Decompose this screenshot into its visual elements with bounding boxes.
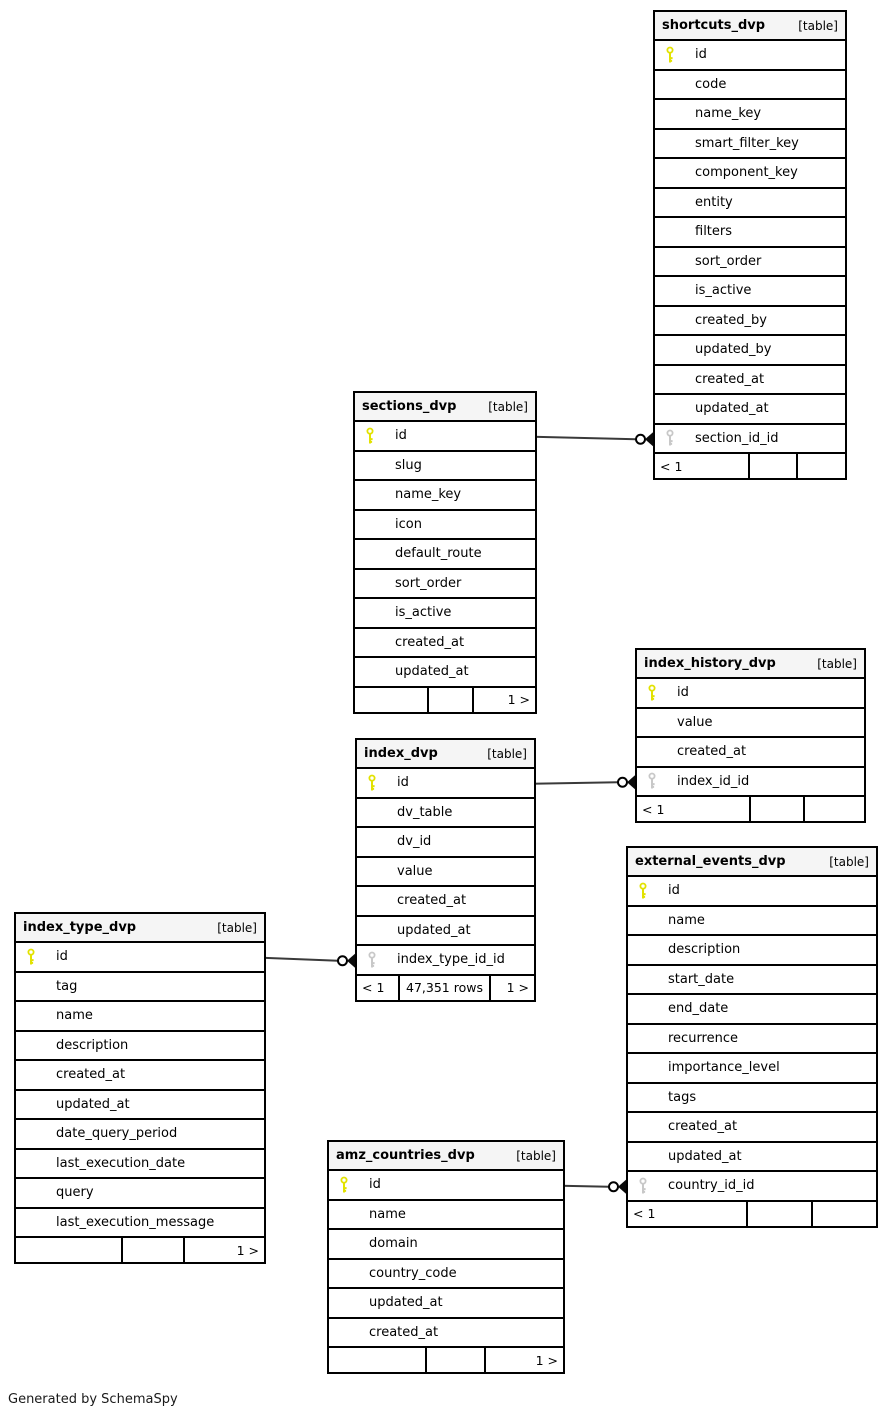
- column-name: dv_table: [397, 804, 453, 820]
- column-row-created_at: [628, 1113, 876, 1143]
- table-title[interactable]: index_dvp: [364, 746, 438, 761]
- column-name: query: [56, 1185, 94, 1201]
- table-amz_countries_dvp: [327, 1140, 565, 1374]
- column-name: tag: [56, 978, 78, 994]
- column-row-updated_at: [16, 1091, 264, 1121]
- column-name: sort_order: [695, 253, 762, 269]
- column-row-is_active: [355, 599, 535, 629]
- footer-children-indicator: < 1: [637, 797, 751, 821]
- column-name: tags: [668, 1089, 697, 1105]
- column-row-sort_order: [355, 570, 535, 600]
- column-row-id: [329, 1171, 563, 1201]
- column-row-name: [329, 1201, 563, 1231]
- column-name: filters: [695, 224, 733, 240]
- column-name: updated_at: [395, 664, 469, 680]
- column-name: updated_by: [695, 342, 772, 358]
- column-row-name_key: [655, 100, 845, 130]
- table-footer: [628, 1202, 876, 1226]
- column-row-smart_filter_key: [655, 130, 845, 160]
- foreign-key-icon: [647, 773, 657, 790]
- table-external_events_dvp: [626, 846, 878, 1228]
- column-row-slug: [355, 452, 535, 482]
- table-header: [329, 1142, 563, 1171]
- column-row-tags: [628, 1084, 876, 1114]
- column-row-entity: [655, 189, 845, 219]
- column-name: id: [56, 949, 68, 965]
- column-name: name: [668, 912, 705, 928]
- column-name: is_active: [395, 605, 452, 621]
- table-type-label: [table]: [817, 656, 857, 671]
- table-index_type_dvp: [14, 912, 266, 1264]
- column-name: domain: [369, 1236, 418, 1252]
- foreign-key-icon: [665, 430, 675, 447]
- column-name: country_code: [369, 1265, 457, 1281]
- primary-key-icon: [26, 948, 36, 965]
- footer-parents-indicator: 1 >: [236, 1242, 259, 1258]
- column-row-last_execution_date: [16, 1150, 264, 1180]
- column-row-created_at: [637, 738, 864, 768]
- column-name: id: [677, 685, 689, 701]
- column-row-updated_at: [329, 1289, 563, 1319]
- table-title[interactable]: index_history_dvp: [644, 656, 776, 671]
- table-header: [357, 740, 534, 769]
- column-row-id: [355, 422, 535, 452]
- footer-children-indicator: < 1: [655, 454, 750, 478]
- column-name: dv_id: [397, 834, 432, 850]
- column-name: updated_at: [668, 1148, 742, 1164]
- column-row-updated_at: [357, 917, 534, 947]
- column-name: is_active: [695, 283, 752, 299]
- footer-row-count: [429, 688, 474, 712]
- table-title[interactable]: external_events_dvp: [635, 854, 786, 869]
- column-name: name: [56, 1008, 93, 1024]
- footer-row-count: [751, 797, 805, 821]
- footer-children-indicator: [329, 1348, 427, 1372]
- column-row-last_execution_message: [16, 1209, 264, 1239]
- table-shortcuts_dvp: [653, 10, 847, 480]
- column-name: section_id_id: [695, 430, 779, 446]
- column-name: created_at: [695, 371, 765, 387]
- column-row-domain: [329, 1230, 563, 1260]
- column-name: smart_filter_key: [695, 135, 799, 151]
- footer-parents-indicator: [798, 454, 846, 478]
- primary-key-icon: [339, 1176, 349, 1193]
- column-name: id: [395, 428, 407, 444]
- column-name: updated_at: [56, 1096, 130, 1112]
- column-row-dv_id: [357, 828, 534, 858]
- table-footer: [329, 1348, 563, 1372]
- table-footer: [16, 1238, 264, 1262]
- table-header: [16, 914, 264, 943]
- footer-parents-indicator: [813, 1202, 876, 1226]
- column-name: name: [369, 1206, 406, 1222]
- column-row-created_at: [655, 366, 845, 396]
- column-row-default_route: [355, 540, 535, 570]
- column-name: recurrence: [668, 1030, 739, 1046]
- footer-parents-indicator: 1 >: [506, 980, 529, 995]
- relationship-index_type_dvp-to-index_dvp: [262, 954, 355, 968]
- column-name: created_at: [677, 744, 747, 760]
- column-name: country_id_id: [668, 1178, 755, 1194]
- column-row-created_at: [357, 887, 534, 917]
- relationship-index_dvp-to-index_history_dvp: [532, 775, 635, 789]
- footer-row-count: [748, 1202, 812, 1226]
- column-name: sort_order: [395, 575, 462, 591]
- column-name: id: [695, 47, 707, 63]
- column-name: created_at: [395, 634, 465, 650]
- column-row-created_at: [355, 629, 535, 659]
- column-name: created_at: [397, 893, 467, 909]
- table-title[interactable]: index_type_dvp: [23, 920, 137, 935]
- column-row-created_at: [16, 1061, 264, 1091]
- primary-key-icon: [638, 882, 648, 899]
- table-type-label: [table]: [798, 18, 838, 33]
- column-name: importance_level: [668, 1060, 780, 1076]
- column-row-name: [628, 907, 876, 937]
- column-row-is_active: [655, 277, 845, 307]
- footer-row-count: [750, 454, 798, 478]
- column-row-value: [357, 858, 534, 888]
- column-name: code: [695, 76, 727, 92]
- column-row-id: [357, 769, 534, 799]
- column-row-updated_at: [655, 395, 845, 425]
- column-name: id: [397, 775, 409, 791]
- table-footer: [355, 688, 535, 712]
- column-row-id: [655, 41, 845, 71]
- column-row-value: [637, 709, 864, 739]
- column-row-name: [16, 1002, 264, 1032]
- table-header: [355, 393, 535, 422]
- column-row-tag: [16, 973, 264, 1003]
- footer-children-indicator: [355, 688, 429, 712]
- table-title[interactable]: amz_countries_dvp: [336, 1148, 475, 1163]
- footer-parents-indicator: 1 >: [507, 692, 530, 707]
- column-name: index_type_id_id: [397, 952, 505, 968]
- column-row-date_query_period: [16, 1120, 264, 1150]
- column-row-updated_by: [655, 336, 845, 366]
- column-row-recurrence: [628, 1025, 876, 1055]
- table-index_dvp: [355, 738, 536, 1002]
- column-row-created_at: [329, 1319, 563, 1349]
- column-row-index_id_id: [637, 768, 864, 798]
- column-name: created_at: [668, 1119, 738, 1135]
- column-row-dv_table: [357, 799, 534, 829]
- generator-note: Generated by SchemaSpy: [8, 1392, 178, 1407]
- table-sections_dvp: [353, 391, 537, 714]
- table-index_history_dvp: [635, 648, 866, 823]
- footer-children-indicator: [16, 1238, 123, 1262]
- column-row-start_date: [628, 966, 876, 996]
- table-type-label: [table]: [829, 854, 869, 869]
- column-name: name_key: [695, 106, 762, 122]
- column-row-section_id_id: [655, 425, 845, 455]
- column-name: start_date: [668, 971, 735, 987]
- column-name: description: [56, 1037, 129, 1053]
- table-type-label: [table]: [487, 746, 527, 761]
- column-row-sort_order: [655, 248, 845, 278]
- column-row-country_code: [329, 1260, 563, 1290]
- column-name: last_execution_message: [56, 1214, 215, 1230]
- table-type-label: [table]: [217, 920, 257, 935]
- column-row-created_by: [655, 307, 845, 337]
- relationship-amz_countries_dvp-to-external_events_dvp: [561, 1180, 626, 1194]
- column-name: end_date: [668, 1001, 729, 1017]
- footer-row-count: [123, 1238, 185, 1262]
- column-row-filters: [655, 218, 845, 248]
- relationship-sections_dvp-to-shortcuts_dvp: [533, 432, 653, 446]
- footer-row-count: [427, 1348, 486, 1372]
- table-title[interactable]: shortcuts_dvp: [662, 18, 766, 33]
- primary-key-icon: [365, 427, 375, 444]
- table-type-label: [table]: [488, 399, 528, 414]
- primary-key-icon: [367, 774, 377, 791]
- column-row-end_date: [628, 995, 876, 1025]
- primary-key-icon: [647, 684, 657, 701]
- column-row-component_key: [655, 159, 845, 189]
- column-name: id: [668, 883, 680, 899]
- column-row-id: [637, 679, 864, 709]
- table-footer: [357, 976, 534, 1000]
- column-name: date_query_period: [56, 1126, 178, 1142]
- footer-children-indicator: < 1: [357, 976, 400, 1000]
- table-title[interactable]: sections_dvp: [362, 399, 457, 414]
- column-name: description: [668, 942, 741, 958]
- column-name: component_key: [695, 165, 798, 181]
- table-footer: [637, 797, 864, 821]
- column-row-query: [16, 1179, 264, 1209]
- column-name: updated_at: [397, 922, 471, 938]
- column-name: created_at: [369, 1324, 439, 1340]
- column-name: index_id_id: [677, 773, 750, 789]
- column-name: name_key: [395, 487, 462, 503]
- column-name: icon: [395, 516, 422, 532]
- foreign-key-icon: [638, 1177, 648, 1194]
- footer-parents-indicator: [805, 797, 864, 821]
- column-row-index_type_id_id: [357, 946, 534, 976]
- table-header: [655, 12, 845, 41]
- column-row-name_key: [355, 481, 535, 511]
- column-row-updated_at: [628, 1143, 876, 1173]
- column-row-id: [16, 943, 264, 973]
- column-name: value: [677, 714, 713, 730]
- column-name: created_at: [56, 1067, 126, 1083]
- column-name: created_by: [695, 312, 767, 328]
- table-header: [637, 650, 864, 679]
- column-name: entity: [695, 194, 733, 210]
- column-row-country_id_id: [628, 1172, 876, 1202]
- column-name: id: [369, 1177, 381, 1193]
- foreign-key-icon: [367, 951, 377, 968]
- column-name: slug: [395, 457, 422, 473]
- table-type-label: [table]: [516, 1148, 556, 1163]
- column-name: default_route: [395, 546, 482, 562]
- table-header: [628, 848, 876, 877]
- column-row-updated_at: [355, 658, 535, 688]
- column-name: updated_at: [369, 1295, 443, 1311]
- column-row-description: [16, 1032, 264, 1062]
- column-name: updated_at: [695, 401, 769, 417]
- primary-key-icon: [665, 46, 675, 63]
- column-row-code: [655, 71, 845, 101]
- footer-row-count: 47,351 rows: [400, 976, 490, 1000]
- footer-children-indicator: < 1: [628, 1202, 748, 1226]
- column-row-id: [628, 877, 876, 907]
- column-row-importance_level: [628, 1054, 876, 1084]
- column-name: last_execution_date: [56, 1155, 186, 1171]
- column-row-icon: [355, 511, 535, 541]
- column-name: value: [397, 863, 433, 879]
- table-footer: [655, 454, 845, 478]
- column-row-description: [628, 936, 876, 966]
- footer-parents-indicator: 1 >: [535, 1352, 558, 1368]
